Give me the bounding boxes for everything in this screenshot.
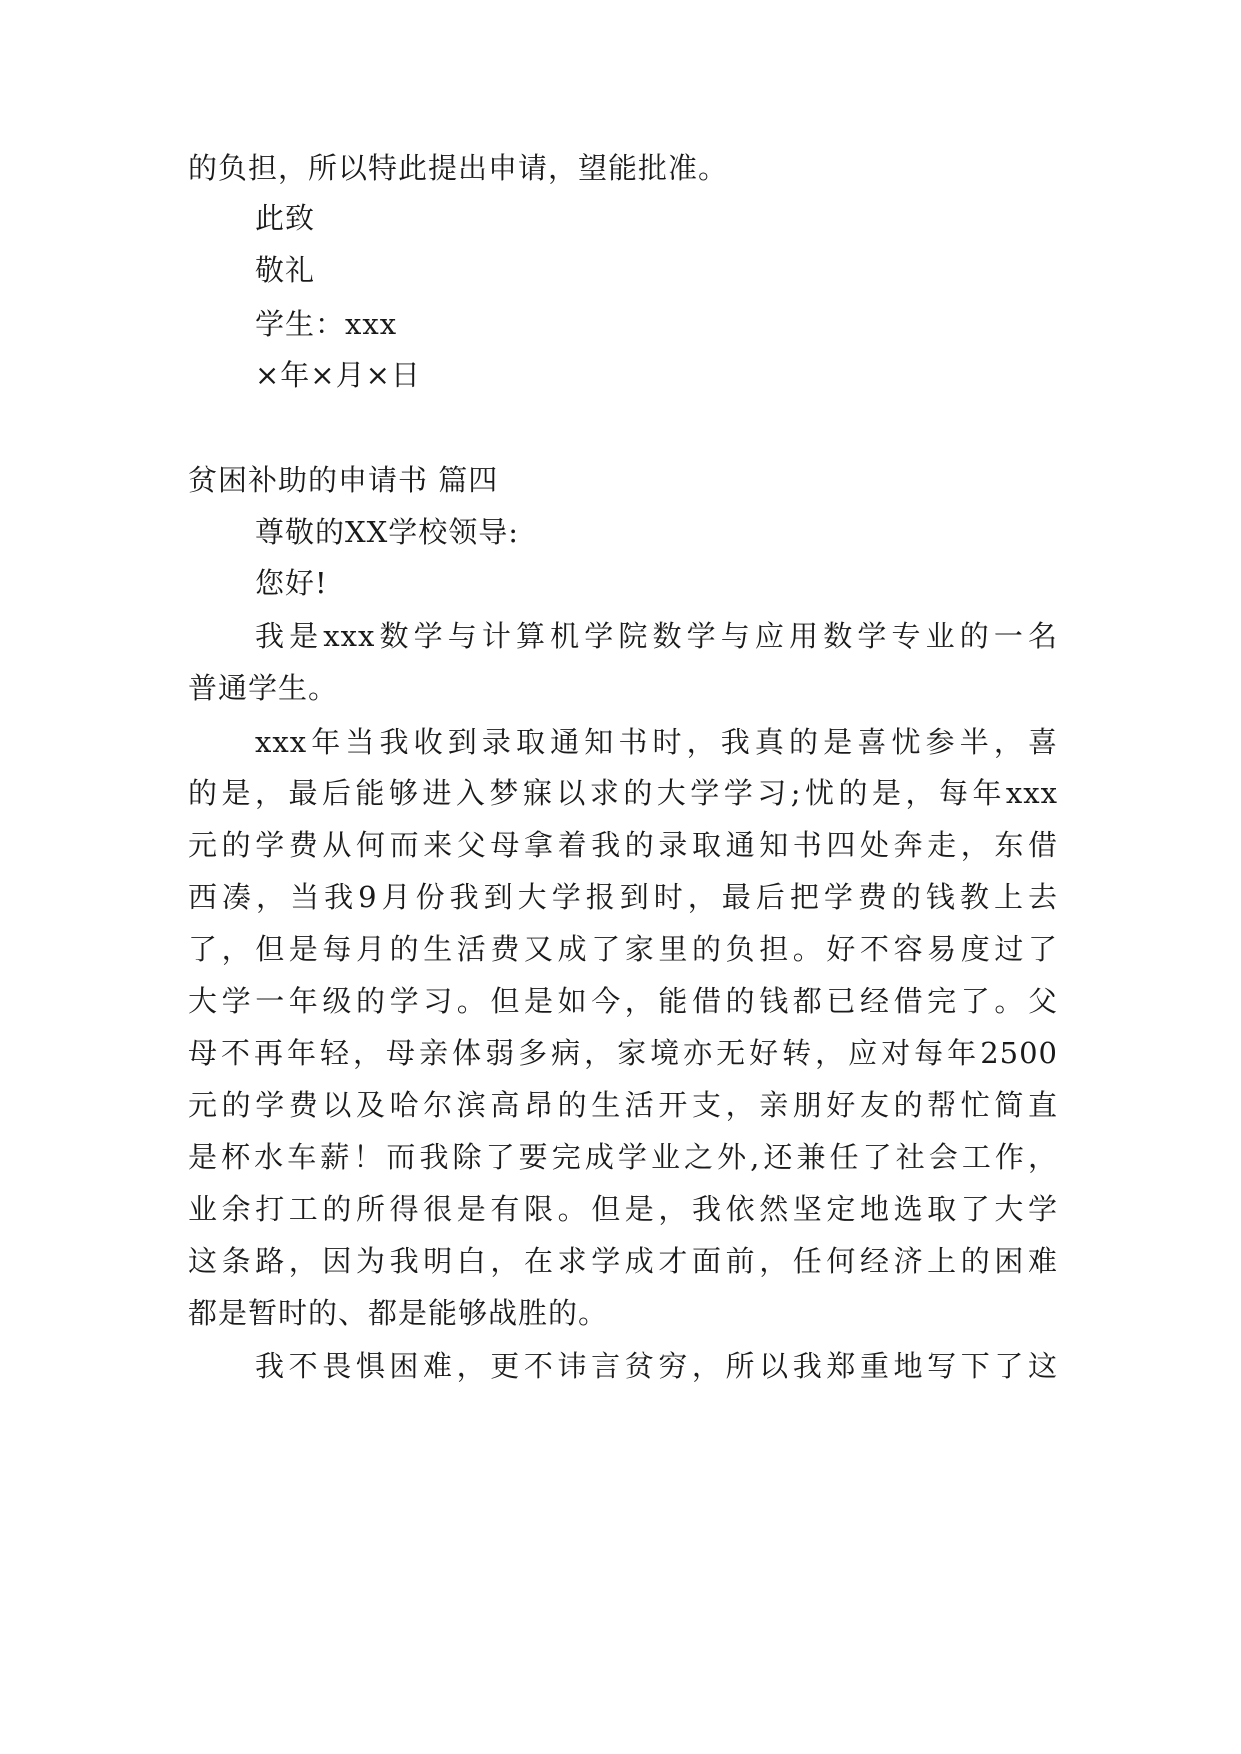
paragraph-line: 元的学费以及哈尔滨高昂的生活开支，亲朋好友的帮忙简直	[188, 1088, 1058, 1122]
paragraph-line: 这条路，因为我明白，在求学成才面前，任何经济上的困难	[188, 1244, 1058, 1278]
paragraph-line: 我不畏惧困难，更不讳言贫穷，所以我郑重地写下了这	[255, 1349, 1058, 1383]
paragraph-line: 是杯水车薪！而我除了要完成学业之外,还兼任了社会工作，	[188, 1140, 1058, 1174]
text-line-closing: 的负担，所以特此提出申请，望能批准。	[188, 151, 729, 185]
salutation-cizhi: 此致	[255, 201, 316, 235]
paragraph-line: 大学一年级的学习。但是如今，能借的钱都已经借完了。父	[188, 984, 1058, 1018]
paragraph-line: 的是，最后能够进入梦寐以求的大学学习;忧的是，每年xxx	[188, 776, 1058, 810]
paragraph-line: 普通学生。	[188, 671, 339, 705]
paragraph-line: 我是xxx数学与计算机学院数学与应用数学专业的一名	[255, 619, 1058, 653]
paragraph-line: xxx年当我收到录取通知书时，我真的是喜忧参半，喜	[255, 725, 1058, 759]
paragraph-line: 元的学费从何而来父母拿着我的录取通知书四处奔走，东借	[188, 828, 1058, 862]
paragraph-line: 业余打工的所得很是有限。但是，我依然坚定地选取了大学	[188, 1192, 1058, 1226]
section-title: 贫困补助的申请书 篇四	[188, 463, 499, 497]
paragraph-line: 了，但是每月的生活费又成了家里的负担。好不容易度过了	[188, 932, 1058, 966]
signature-date: ×年×月×日	[255, 358, 421, 392]
signature-student: 学生：xxx	[255, 307, 398, 341]
salutation-jingli: 敬礼	[255, 253, 316, 287]
paragraph-line: 西凑，当我9月份我到大学报到时，最后把学费的钱教上去	[188, 880, 1058, 914]
greeting-hello: 您好!	[255, 566, 328, 600]
paragraph-line: 母不再年轻，母亲体弱多病，家境亦无好转，应对每年2500	[188, 1036, 1058, 1070]
greeting-addressee: 尊敬的XX学校领导:	[255, 515, 520, 549]
paragraph-line: 都是暂时的、都是能够战胜的。	[188, 1296, 609, 1330]
